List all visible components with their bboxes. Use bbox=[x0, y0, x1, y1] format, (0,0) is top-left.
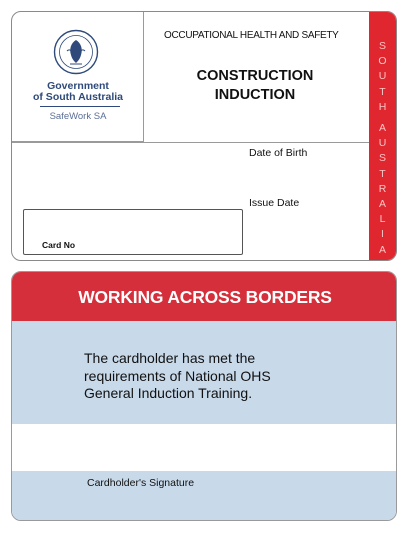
card-title bbox=[186, 67, 324, 105]
induction-card-front bbox=[11, 11, 397, 261]
stripe-letter: S bbox=[378, 40, 386, 52]
stripe-letter: A bbox=[378, 122, 386, 134]
stripe-letter: L bbox=[379, 213, 386, 226]
card-header: OCCUPATIONAL HEALTH AND SAFETY bbox=[164, 30, 339, 41]
stripe-letter: S bbox=[378, 152, 386, 165]
logo-sub: SafeWork SA bbox=[49, 111, 107, 122]
signature-label: Cardholder's Signature bbox=[87, 477, 195, 489]
front-divider bbox=[12, 142, 372, 143]
back-title: WORKING ACROSS BORDERS bbox=[78, 287, 332, 307]
statement-line-1: The cardholder has met the bbox=[84, 350, 256, 366]
sa-government-crest-icon bbox=[53, 29, 99, 75]
logo-line-1: Government bbox=[47, 80, 109, 92]
signature-area bbox=[12, 424, 397, 471]
statement-text bbox=[84, 350, 354, 403]
stripe-letter: H bbox=[378, 100, 387, 113]
stripe-letter: T bbox=[379, 85, 386, 98]
stripe-letter: U bbox=[378, 70, 387, 83]
stripe-letter: O bbox=[378, 55, 387, 68]
stripe-letter: U bbox=[378, 137, 387, 150]
stripe-letter: I bbox=[381, 228, 384, 241]
stripe-letter: A bbox=[378, 243, 386, 256]
logo-line-2: of South Australia bbox=[32, 91, 124, 103]
logo-panel bbox=[12, 12, 144, 142]
card-title-line-2: INDUCTION bbox=[214, 87, 296, 103]
logo-divider bbox=[40, 106, 120, 107]
back-header bbox=[12, 272, 397, 321]
signature-panel bbox=[12, 471, 397, 521]
stripe-letter: T bbox=[379, 167, 386, 180]
stripe-letter: A bbox=[378, 198, 386, 210]
date-of-birth-label: Date of Birth bbox=[249, 147, 308, 159]
statement-line-3: General Induction Training. bbox=[84, 385, 253, 401]
card-number-field bbox=[23, 209, 243, 255]
card-number-label: Card No bbox=[42, 240, 76, 250]
statement-line-2: requirements of National OHS bbox=[84, 367, 271, 384]
state-stripe bbox=[369, 12, 396, 261]
induction-card-back bbox=[11, 271, 397, 521]
card-title-line-1: CONSTRUCTION bbox=[196, 68, 314, 84]
issue-date-label: Issue Date bbox=[249, 197, 300, 209]
stripe-letter: R bbox=[378, 182, 387, 195]
